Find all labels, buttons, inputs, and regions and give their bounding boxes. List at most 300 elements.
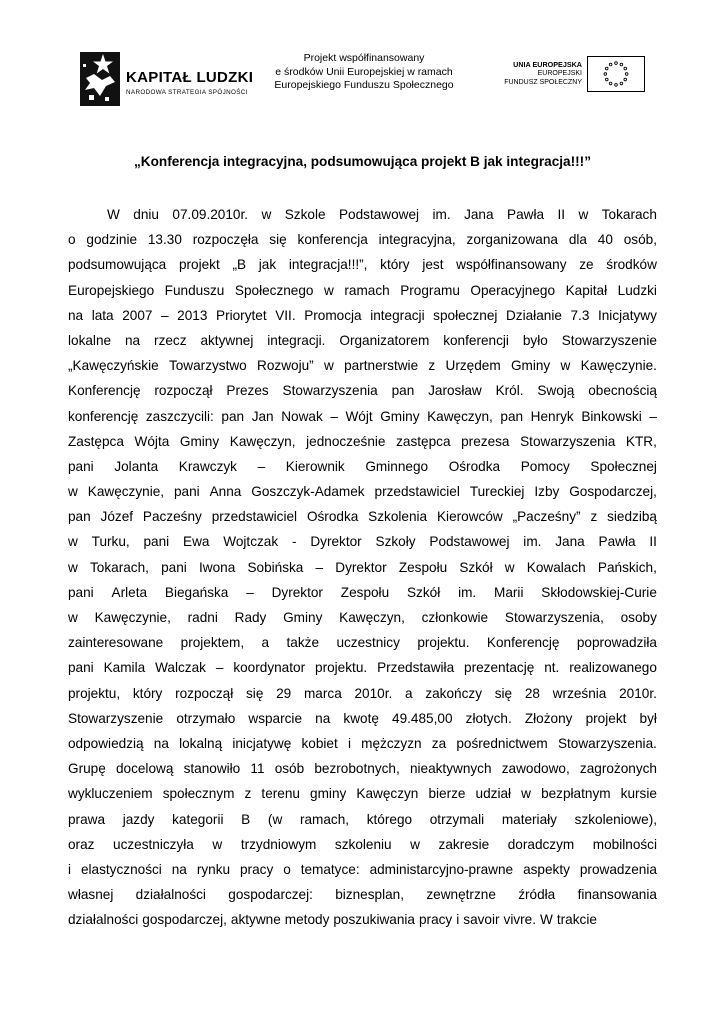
body-word: konferencji — [443, 332, 509, 348]
body-word: Wójt — [345, 408, 373, 424]
body-word: Organizatorem — [339, 332, 430, 348]
body-text-line — [68, 630, 657, 655]
body-word: Konferencję — [486, 635, 560, 651]
body-word: Gminy — [179, 433, 220, 449]
body-word: partnerstwie — [344, 358, 419, 374]
body-word: osób — [274, 761, 305, 777]
body-word: – — [246, 584, 254, 600]
body-word: Działanie — [505, 307, 562, 323]
body-word: Podstawowej — [338, 207, 420, 222]
body-word: marca — [303, 685, 342, 701]
body-text-line — [68, 832, 657, 857]
body-word: Gminy — [380, 408, 420, 424]
body-word: im. — [432, 207, 451, 222]
body-word: ramach — [344, 282, 390, 298]
body-word: 7.3 — [570, 307, 590, 323]
body-word: Pawła — [507, 207, 545, 222]
cofinancing-line: Europejskiego Funduszu Społecznego — [274, 79, 454, 91]
body-word: – — [315, 559, 324, 575]
body-word: Izby — [534, 484, 560, 500]
body-word: konferencję — [68, 408, 139, 424]
body-word: radni — [187, 610, 218, 625]
body-word: Marii — [494, 584, 524, 600]
body-text-line — [68, 303, 657, 328]
body-word: aspekty — [523, 861, 570, 877]
body-word: bezrobotnych, — [314, 761, 400, 777]
body-word: w — [560, 358, 571, 374]
body-word: Kawęczyn, — [229, 433, 296, 449]
body-word: Jarosław — [428, 383, 482, 399]
body-word: 28 — [524, 685, 540, 701]
eu-logo-text — [504, 60, 582, 87]
body-word: Krawczyk — [178, 458, 237, 474]
body-word: Zespołu — [398, 559, 448, 575]
body-word: lokalne — [68, 332, 112, 348]
body-word: nieaktywnych — [409, 761, 492, 777]
body-text-line — [68, 555, 657, 580]
body-word: z — [244, 786, 252, 802]
cofinancing-line: e środków Unii Europejskiej w ramach — [275, 65, 453, 78]
body-word: - — [291, 534, 297, 550]
body-word: pani — [68, 458, 94, 474]
body-word: i — [456, 912, 460, 928]
body-word: przedstawiciel — [211, 509, 298, 525]
body-word: którego — [366, 811, 413, 827]
body-word: Kawęczynie, — [87, 484, 165, 500]
body-word: a — [405, 685, 413, 701]
body-word: własnej — [68, 887, 114, 903]
body-word: pani — [143, 534, 170, 550]
body-word: i — [68, 861, 72, 877]
body-word: dla — [568, 232, 587, 248]
body-word: Stowarzyszenia. — [557, 735, 657, 751]
body-word: także — [286, 635, 320, 651]
body-word: się — [494, 685, 513, 701]
body-text-line — [68, 605, 657, 630]
body-word: zastępca — [396, 433, 451, 449]
body-text-line — [68, 378, 657, 403]
body-word: dniu — [133, 207, 159, 222]
body-word: Iwona — [198, 559, 236, 575]
body-word: pan — [500, 408, 524, 424]
body-word: pani — [173, 484, 200, 500]
body-word: trzydniowym — [240, 836, 317, 852]
body-word: Rozwoju” — [257, 358, 314, 374]
body-word: im. — [523, 534, 542, 550]
body-word: Promocja — [304, 307, 362, 323]
body-text-line — [68, 807, 657, 832]
body-word: Kierowców — [436, 509, 503, 525]
cofinancing-line: Projekt współfinansowany — [303, 52, 425, 64]
document-body — [68, 202, 657, 932]
body-word: a — [261, 635, 270, 651]
body-word: „Pacześny” — [512, 509, 581, 525]
body-word: Rady — [234, 610, 267, 625]
body-word: rozpoczęła — [192, 232, 259, 248]
body-word: 2010r. — [354, 685, 393, 701]
body-text-line — [68, 756, 657, 781]
body-word: Kamila — [103, 660, 146, 676]
body-word: jazdy — [122, 811, 155, 827]
body-word: Ośrodka — [448, 458, 501, 474]
body-word: się — [246, 685, 264, 701]
body-word: z — [590, 509, 598, 525]
body-word: Stowarzyszenia — [282, 383, 378, 399]
body-word: rzecz — [154, 332, 187, 348]
body-word: Henryk — [530, 408, 574, 424]
body-word: Grupę — [68, 761, 106, 777]
body-word: integracyjna, — [378, 232, 456, 248]
body-word: Wojtczak — [223, 534, 279, 550]
body-word: osoby — [620, 610, 657, 625]
body-word: Gminy — [283, 610, 323, 625]
body-word: 49.485,00 — [392, 710, 453, 726]
body-word: Jolanta — [114, 458, 159, 474]
body-word: Biegańska — [164, 584, 229, 600]
body-word: było — [522, 332, 548, 348]
body-word: Społecznej — [590, 458, 657, 474]
body-word: zaszczycili: — [145, 408, 214, 424]
body-word: Dyrektor — [335, 559, 387, 575]
body-text-line — [68, 907, 657, 932]
body-word: na — [153, 735, 169, 751]
body-word: zewnętrzne — [426, 887, 496, 903]
body-word: na — [315, 710, 331, 726]
logo-subtitle: NARODOWA STRATEGIA SPÓJNOŚCI — [126, 89, 248, 96]
body-word: pracy — [418, 912, 453, 928]
body-word: Programu — [400, 282, 460, 298]
body-word: zorganizowana — [466, 232, 558, 248]
body-text-line — [68, 202, 657, 227]
body-word: 40 — [597, 232, 613, 248]
body-word: środków — [606, 257, 657, 273]
body-word: Skłodowskiej-Curie — [541, 584, 657, 600]
body-word: Goszczyk-Adamek — [251, 484, 365, 500]
body-word: – — [215, 660, 224, 676]
body-word: otrzymało — [176, 710, 236, 726]
body-word: bezpłatnym — [541, 786, 611, 802]
body-word: społecznym — [162, 786, 235, 802]
body-word: wykluczeniem — [68, 786, 153, 802]
body-word: się — [269, 232, 287, 248]
body-word: Wójta — [134, 433, 170, 449]
body-word: Szkół — [459, 559, 493, 575]
body-word: podsumowująca — [68, 257, 167, 273]
body-word: poszukiwania — [333, 912, 415, 928]
body-word: Ludzki — [617, 282, 657, 298]
body-word: w — [261, 207, 272, 222]
body-word: gospodarczej: — [228, 887, 313, 903]
body-word: ze — [579, 257, 594, 273]
body-word: VII. — [275, 307, 296, 323]
body-word: Stowarzyszenia — [520, 433, 616, 449]
body-word: aktywne — [230, 912, 281, 928]
body-word: obecnością — [588, 383, 657, 399]
body-word: członkowie — [421, 610, 489, 625]
body-word: B — [241, 811, 251, 827]
body-text-line — [68, 454, 657, 479]
eu-sub-label: EUROPEJSKI — [537, 70, 582, 77]
body-text-line — [68, 731, 657, 756]
document-header — [0, 0, 725, 110]
body-word: działalności — [135, 887, 206, 903]
eu-logo — [486, 56, 656, 94]
body-word: w — [324, 282, 334, 298]
body-word: Stowarzyszenia, — [504, 610, 604, 625]
body-word: 11 — [250, 761, 265, 777]
body-word: prezentację — [464, 660, 535, 676]
body-word: lata — [91, 307, 114, 323]
cofinancing-note — [268, 52, 460, 93]
body-word: Gospodarczej, — [569, 484, 657, 500]
body-word: z — [428, 358, 436, 374]
body-word: godzinie — [86, 232, 138, 248]
body-word: Operacyjnego — [470, 282, 556, 298]
body-word: gospodarczej, — [142, 912, 227, 928]
body-word: udział — [475, 786, 512, 802]
body-word: projekt — [585, 710, 627, 726]
body-word: na — [171, 861, 187, 877]
body-word: – — [330, 408, 338, 424]
body-word: aktywnej — [200, 332, 254, 348]
body-word: Gminnego — [365, 458, 429, 474]
body-word: Konferencję — [68, 383, 141, 399]
body-word: lokalną — [179, 735, 223, 751]
body-word: savoir — [463, 912, 500, 928]
body-word: zainteresowane — [68, 635, 164, 651]
body-text-line — [68, 857, 657, 882]
logo-title: KAPITAŁ LUDZKI — [126, 69, 254, 86]
body-text-line — [68, 580, 657, 605]
body-word: działalności — [68, 912, 139, 928]
document-title: „Konferencja integracyjna, podsumowująca projekt B jak integracja!!!” — [133, 154, 591, 169]
body-word: Sobińska — [247, 559, 304, 575]
body-text-line — [68, 681, 657, 706]
body-word: finansowania — [577, 887, 657, 903]
body-word: Tokarach — [601, 207, 657, 222]
body-word: szkoleniowe), — [574, 811, 657, 827]
body-word: osób, — [623, 232, 657, 248]
body-word: społecznej — [433, 307, 498, 323]
body-word: rozpoczął — [154, 383, 213, 399]
body-word: Jan — [251, 408, 274, 424]
body-text-line — [68, 227, 657, 252]
body-word: terenu — [261, 786, 300, 802]
body-word: otrzymali — [429, 811, 485, 827]
body-word: zagrożonych — [579, 761, 657, 777]
body-word: II — [557, 207, 566, 222]
body-word: 2013 — [177, 307, 208, 323]
body-word: Społecznego — [234, 282, 314, 298]
body-word: tematyce: — [300, 861, 360, 877]
body-word: – — [649, 408, 657, 424]
body-word: poprowadziła — [576, 635, 657, 651]
body-word: Ewa — [183, 534, 210, 550]
body-word: pani — [161, 559, 187, 575]
body-word: integracji. — [267, 332, 326, 348]
body-word: w — [410, 836, 420, 852]
body-word: Król. — [495, 383, 524, 399]
body-word: złotych. — [465, 710, 512, 726]
body-word: II — [649, 534, 657, 550]
body-word: prezesa — [461, 433, 510, 449]
body-word: szkoleniu — [334, 836, 392, 852]
body-word: wsparcie — [248, 710, 303, 726]
body-word: uczestnicy — [336, 635, 400, 651]
body-word: 13.30 — [147, 232, 182, 248]
body-text-line — [68, 252, 657, 277]
body-word: nt. — [544, 660, 560, 676]
body-text-line — [68, 328, 657, 353]
body-word: kursie — [620, 786, 657, 802]
body-word: siedzibą — [607, 509, 657, 525]
body-word: września — [552, 685, 607, 701]
body-word: Podstawowej — [429, 534, 510, 550]
body-word: Kowalach — [526, 559, 586, 575]
body-word: Pomocy — [520, 458, 570, 474]
body-word: konferencja — [297, 232, 368, 248]
body-word: integracja!!!”, — [288, 257, 368, 273]
body-word: pan — [391, 383, 415, 399]
body-word: Kawęczynie. — [580, 358, 657, 374]
eu-sub-label: FUNDUSZ SPOŁECZNY — [504, 79, 582, 86]
body-word: 07.09.2010r. — [172, 207, 249, 222]
body-word: Pawła — [598, 534, 636, 550]
body-word: Stowarzyszenie — [561, 332, 657, 348]
body-text-line — [68, 655, 657, 680]
body-word: integracji — [370, 307, 425, 323]
body-word: Pańskich, — [597, 559, 657, 575]
body-word: za — [431, 735, 447, 751]
body-word: Funduszu — [164, 282, 225, 298]
body-word: który — [132, 685, 163, 701]
body-text-line — [68, 404, 657, 429]
body-word: przedstawiciel — [374, 484, 460, 500]
body-word: Szkół — [406, 584, 441, 600]
body-word: Walczak — [155, 660, 206, 676]
body-text-line — [68, 882, 657, 907]
body-word: Dyrektor — [310, 534, 362, 550]
body-text-line — [68, 504, 657, 529]
body-word: jak — [258, 257, 277, 273]
body-word: projektu. — [417, 635, 470, 651]
body-word: zakresie — [438, 836, 490, 852]
body-word: pani — [68, 584, 94, 600]
body-word: w — [212, 836, 223, 852]
body-word: Swoją — [537, 383, 575, 399]
body-word: im. — [458, 584, 477, 600]
body-word: Anna — [209, 484, 242, 500]
body-text-line — [68, 278, 657, 303]
body-word: rynku — [196, 861, 231, 877]
body-word: i — [347, 735, 351, 751]
body-text-line — [68, 706, 657, 731]
body-word: bierze — [428, 786, 466, 802]
body-word: jednocześnie — [306, 433, 386, 449]
body-word: docelową — [115, 761, 174, 777]
body-word: W — [540, 912, 553, 928]
body-word: Józef — [100, 509, 134, 525]
body-word: kobiet — [301, 735, 338, 751]
body-word: uczestniczyła — [113, 836, 194, 852]
body-word: Szkolenia — [368, 509, 428, 525]
body-word: zawodowo, — [501, 761, 570, 777]
body-word: Europejskiego — [68, 282, 155, 298]
body-word: Stowarzyszenie — [68, 710, 164, 726]
body-text-line — [68, 781, 657, 806]
body-word: administarcyjno-prawne — [369, 861, 514, 877]
body-word: na — [125, 332, 141, 348]
kapital-ludzki-logo — [80, 52, 290, 108]
body-word: Kawęczyn, — [427, 408, 493, 424]
body-word: Kawęczyn, — [339, 610, 405, 625]
body-word: pani — [68, 660, 94, 676]
body-word: odpowiedzią — [68, 735, 144, 751]
body-word: doradczym — [507, 836, 575, 852]
body-word: Priorytet — [216, 307, 267, 323]
kapital-ludzki-star-icon — [80, 52, 120, 106]
body-word: Inicjatywy — [597, 307, 657, 323]
body-word: gminy — [310, 786, 347, 802]
body-word: w — [68, 484, 78, 500]
body-word: „Kawęczyńskie — [68, 358, 159, 374]
body-word: współfinansowany — [456, 257, 567, 273]
body-word: Arleta — [111, 584, 148, 600]
body-word: – — [161, 307, 169, 323]
body-word: rozpoczął — [175, 685, 234, 701]
body-word: Tokarach, — [90, 559, 149, 575]
body-word: Złożony — [524, 710, 573, 726]
body-word: Turku, — [91, 534, 130, 550]
body-word: Zastępca — [68, 433, 124, 449]
body-word: Towarzystwo — [168, 358, 247, 374]
body-word: koordynator — [233, 660, 306, 676]
body-word: Przedstawiła — [377, 660, 455, 676]
body-word: elastyczności — [80, 861, 162, 877]
body-word: mobilności — [592, 836, 657, 852]
body-text-line — [68, 429, 657, 454]
body-word: Kawęczyn — [356, 786, 419, 802]
body-word: Tureckiej — [469, 484, 525, 500]
body-word: Urzędem — [445, 358, 501, 374]
body-word: o — [68, 232, 76, 248]
body-word: Jana — [555, 534, 585, 550]
body-word: projektu. — [315, 660, 368, 676]
body-word: „B — [232, 257, 247, 273]
body-word: w — [504, 559, 515, 575]
body-word: 2010r. — [619, 685, 657, 701]
body-word: źródła — [518, 887, 556, 903]
body-word: o — [283, 861, 291, 877]
body-word: Kapitał — [565, 282, 608, 298]
body-word: projektu, — [68, 685, 121, 701]
body-word: w — [68, 534, 78, 550]
body-word: Nowak — [281, 408, 323, 424]
body-word: materiały — [501, 811, 557, 827]
body-word: realizowanego — [569, 660, 657, 676]
body-word: metody — [284, 912, 330, 928]
body-word: trakcie — [556, 912, 597, 928]
body-word: pan — [68, 509, 91, 525]
body-word: w — [578, 207, 589, 222]
body-word: 2007 — [122, 307, 153, 323]
body-word: – — [257, 458, 266, 474]
body-word: projektem, — [180, 635, 245, 651]
body-word: w — [68, 610, 78, 625]
body-word: Zespołu — [340, 584, 390, 600]
body-word: (w — [267, 811, 283, 827]
body-word: KTR, — [625, 433, 657, 449]
